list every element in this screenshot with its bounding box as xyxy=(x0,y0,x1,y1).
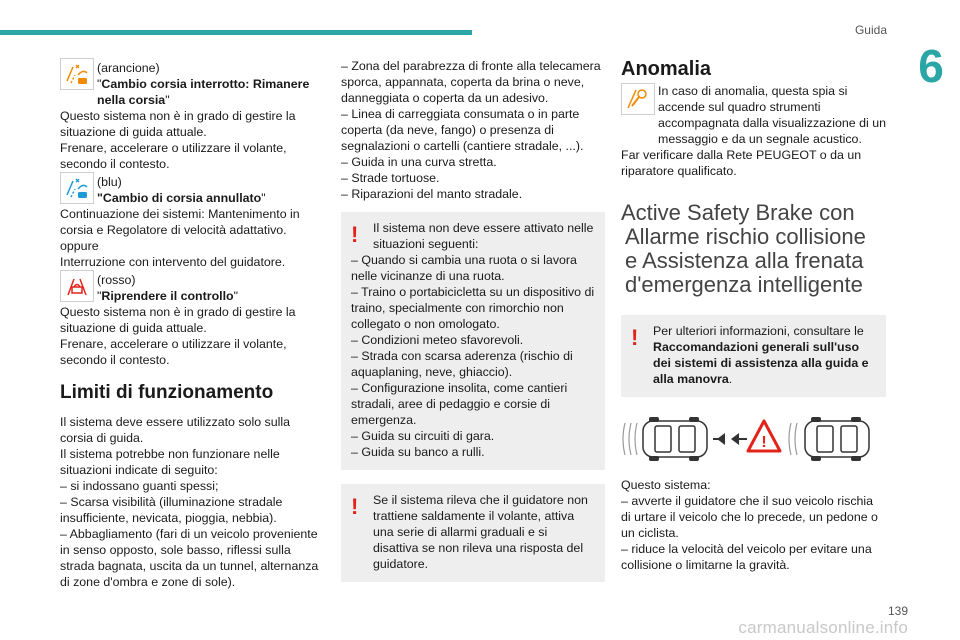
note1-item: – Guida su banco a rulli. xyxy=(351,445,485,459)
warning-note-2 xyxy=(341,484,605,582)
color-note: (rosso) xyxy=(97,273,136,287)
system-intro: Questo sistema: xyxy=(621,478,711,492)
anomaly-paragraph-2: Far verificare dalla Rete PEUGEOT o da un riparatore qualificato. xyxy=(621,148,862,178)
item2-line1: Continuazione dei sistemi: Mantenimento in corsia e Regolatore di velocità adattativo. xyxy=(60,207,300,237)
item2-title: "Cambio di corsia annullato" xyxy=(97,191,266,205)
info-note xyxy=(621,315,886,397)
item3-title: "Riprendere il controllo" xyxy=(97,289,238,303)
limits-continued-item: – Zona del parabrezza di fronte alla telecamera sporca, appannata, coperta da brina o neve, danneggiata o coperta da un adesivo. xyxy=(341,59,601,105)
info-note-text: Per ulteriori informazioni, consultare le Raccomandazioni generali sull'uso dei sistemi di assistenza alla guida e alla manovra. xyxy=(653,324,869,386)
limits-list-item: – Abbagliamento (fari di un veicolo proveniente in senso opposto, sole basso, riflessi sulla strada bagnata, uscita da un tunnel, alternanza di zone d'ombra e zone di sole). xyxy=(60,527,319,589)
asb-heading-line: d'emergenza intelligente xyxy=(625,272,863,297)
limits-list-item: – si indossano guanti spessi; xyxy=(60,479,219,493)
item1-line2: Frenare, accelerare o utilizzare il volante, secondo il contesto. xyxy=(60,141,287,171)
limits-list-item: – Scarsa visibilità (illuminazione stradale insufficiente, nevicata, pioggia, nebbia). xyxy=(60,495,283,525)
item1-line1: Questo sistema non è in grado di gestire la situazione di guida attuale. xyxy=(60,109,296,139)
limits-heading: Limiti di funzionamento xyxy=(60,382,274,403)
lane-change-interrupted-orange-icon xyxy=(60,58,94,90)
collision-warning-illustration xyxy=(621,415,886,463)
limits-continued-item: – Strade tortuose. xyxy=(341,171,440,185)
asb-heading-line: e Assistenza alla frenata xyxy=(625,248,864,273)
item3-line2: Frenare, accelerare o utilizzare il volante, secondo il contesto. xyxy=(60,337,287,367)
lane-change-cancelled-blue-icon xyxy=(60,172,94,204)
anomaly-paragraph-1: In caso di anomalia, questa spia si accende sul quadro strumenti accompagnata dalla visualizzazione di un messaggio e da un segnale acustico. xyxy=(658,84,886,146)
asb-heading-line: Active Safety Brake con xyxy=(621,200,855,225)
column-2 xyxy=(341,58,605,582)
note2-text: Se il sistema rileva che il guidatore non trattiene saldamente il volante, attiva una serie di allarmi graduali e si disattiva se non rileva una risposta del guidatore. xyxy=(373,493,588,571)
limits-continued-item: – Guida in una curva stretta. xyxy=(341,155,497,169)
asb-heading-line: Allarme rischio collisione xyxy=(625,224,866,249)
lane-assist-anomaly-orange-icon xyxy=(621,83,655,115)
exclamation-icon: ! xyxy=(631,325,639,350)
exclamation-icon: ! xyxy=(351,494,359,519)
asb-heading xyxy=(621,201,886,297)
note1-item: – Guida su circuiti di gara. xyxy=(351,429,495,443)
anomaly-heading: Anomalia xyxy=(621,58,712,80)
item1-title-bold: Cambio corsia interrotto: Rimanere nella corsia xyxy=(97,77,310,107)
warning-note-1 xyxy=(341,212,605,470)
note1-item: – Configurazione insolita, come cantieri stradali, aree di pedaggio e corsie di emergenza. xyxy=(351,381,568,427)
note1-item: – Quando si cambia una ruota o si lavora nelle vicinanze di una ruota. xyxy=(351,253,577,283)
running-header: Guida xyxy=(854,23,887,37)
column-3 xyxy=(621,58,886,573)
note1-item: – Condizioni meteo sfavorevoli. xyxy=(351,333,524,347)
limits-continued-item: – Linea di carreggiata consumata o in parte coperta (da neve, fango) o presenza di segnalazioni o cartelli (cantiere stradale, ...). xyxy=(341,107,584,153)
take-control-red-icon xyxy=(60,270,94,302)
svg-text:!: ! xyxy=(761,434,767,451)
top-accent-bar xyxy=(0,30,472,35)
page-number: 139 xyxy=(887,604,908,618)
column-1 xyxy=(60,58,322,590)
anomaly-item xyxy=(621,83,886,147)
note1-item: – Traino o portabicicletta su un dispositivo di traino, specialmente con rimorchio non collegato o non omologato. xyxy=(351,285,595,331)
color-note: (blu) xyxy=(97,175,122,189)
system-list-item: – riduce la velocità del veicolo per evitare una collisione o limitarne la gravità. xyxy=(621,542,872,572)
limits-paragraph-2: Il sistema potrebbe non funzionare nelle situazioni indicate di seguito: xyxy=(60,447,280,477)
item2-line2: oppure xyxy=(60,239,99,253)
note1-intro: Il sistema non deve essere attivato nelle situazioni seguenti: xyxy=(373,221,594,251)
note1-item: – Strada con scarsa aderenza (rischio di aquaplaning, neve, ghiaccio). xyxy=(351,349,573,379)
item3-title-bold: Riprendere il controllo xyxy=(101,289,234,303)
info-note-bold: Raccomandazioni generali sull'uso dei sistemi di assistenza alla guida e alla manovra xyxy=(653,340,869,386)
limits-continued-item: – Riparazioni del manto stradale. xyxy=(341,187,523,201)
item2-line3: Interruzione con intervento del guidatore. xyxy=(60,255,286,269)
color-note: (arancione) xyxy=(97,61,160,75)
limits-paragraph-1: Il sistema deve essere utilizzato solo sulla corsia di guida. xyxy=(60,415,291,445)
chapter-number: 6 xyxy=(902,38,960,94)
item1-title: "Cambio corsia interrotto: Rimanere nella corsia" xyxy=(97,77,310,107)
exclamation-icon: ! xyxy=(351,222,359,247)
item3-line1: Questo sistema non è in grado di gestire la situazione di guida attuale. xyxy=(60,305,296,335)
watermark: carmanualsonline.info xyxy=(738,618,908,637)
item2-title-bold: "Cambio di corsia annullato xyxy=(97,191,262,205)
system-list-item: – avverte il guidatore che il suo veicolo rischia di urtare il veicolo che lo precede, un pedone o un ciclista. xyxy=(621,494,878,540)
